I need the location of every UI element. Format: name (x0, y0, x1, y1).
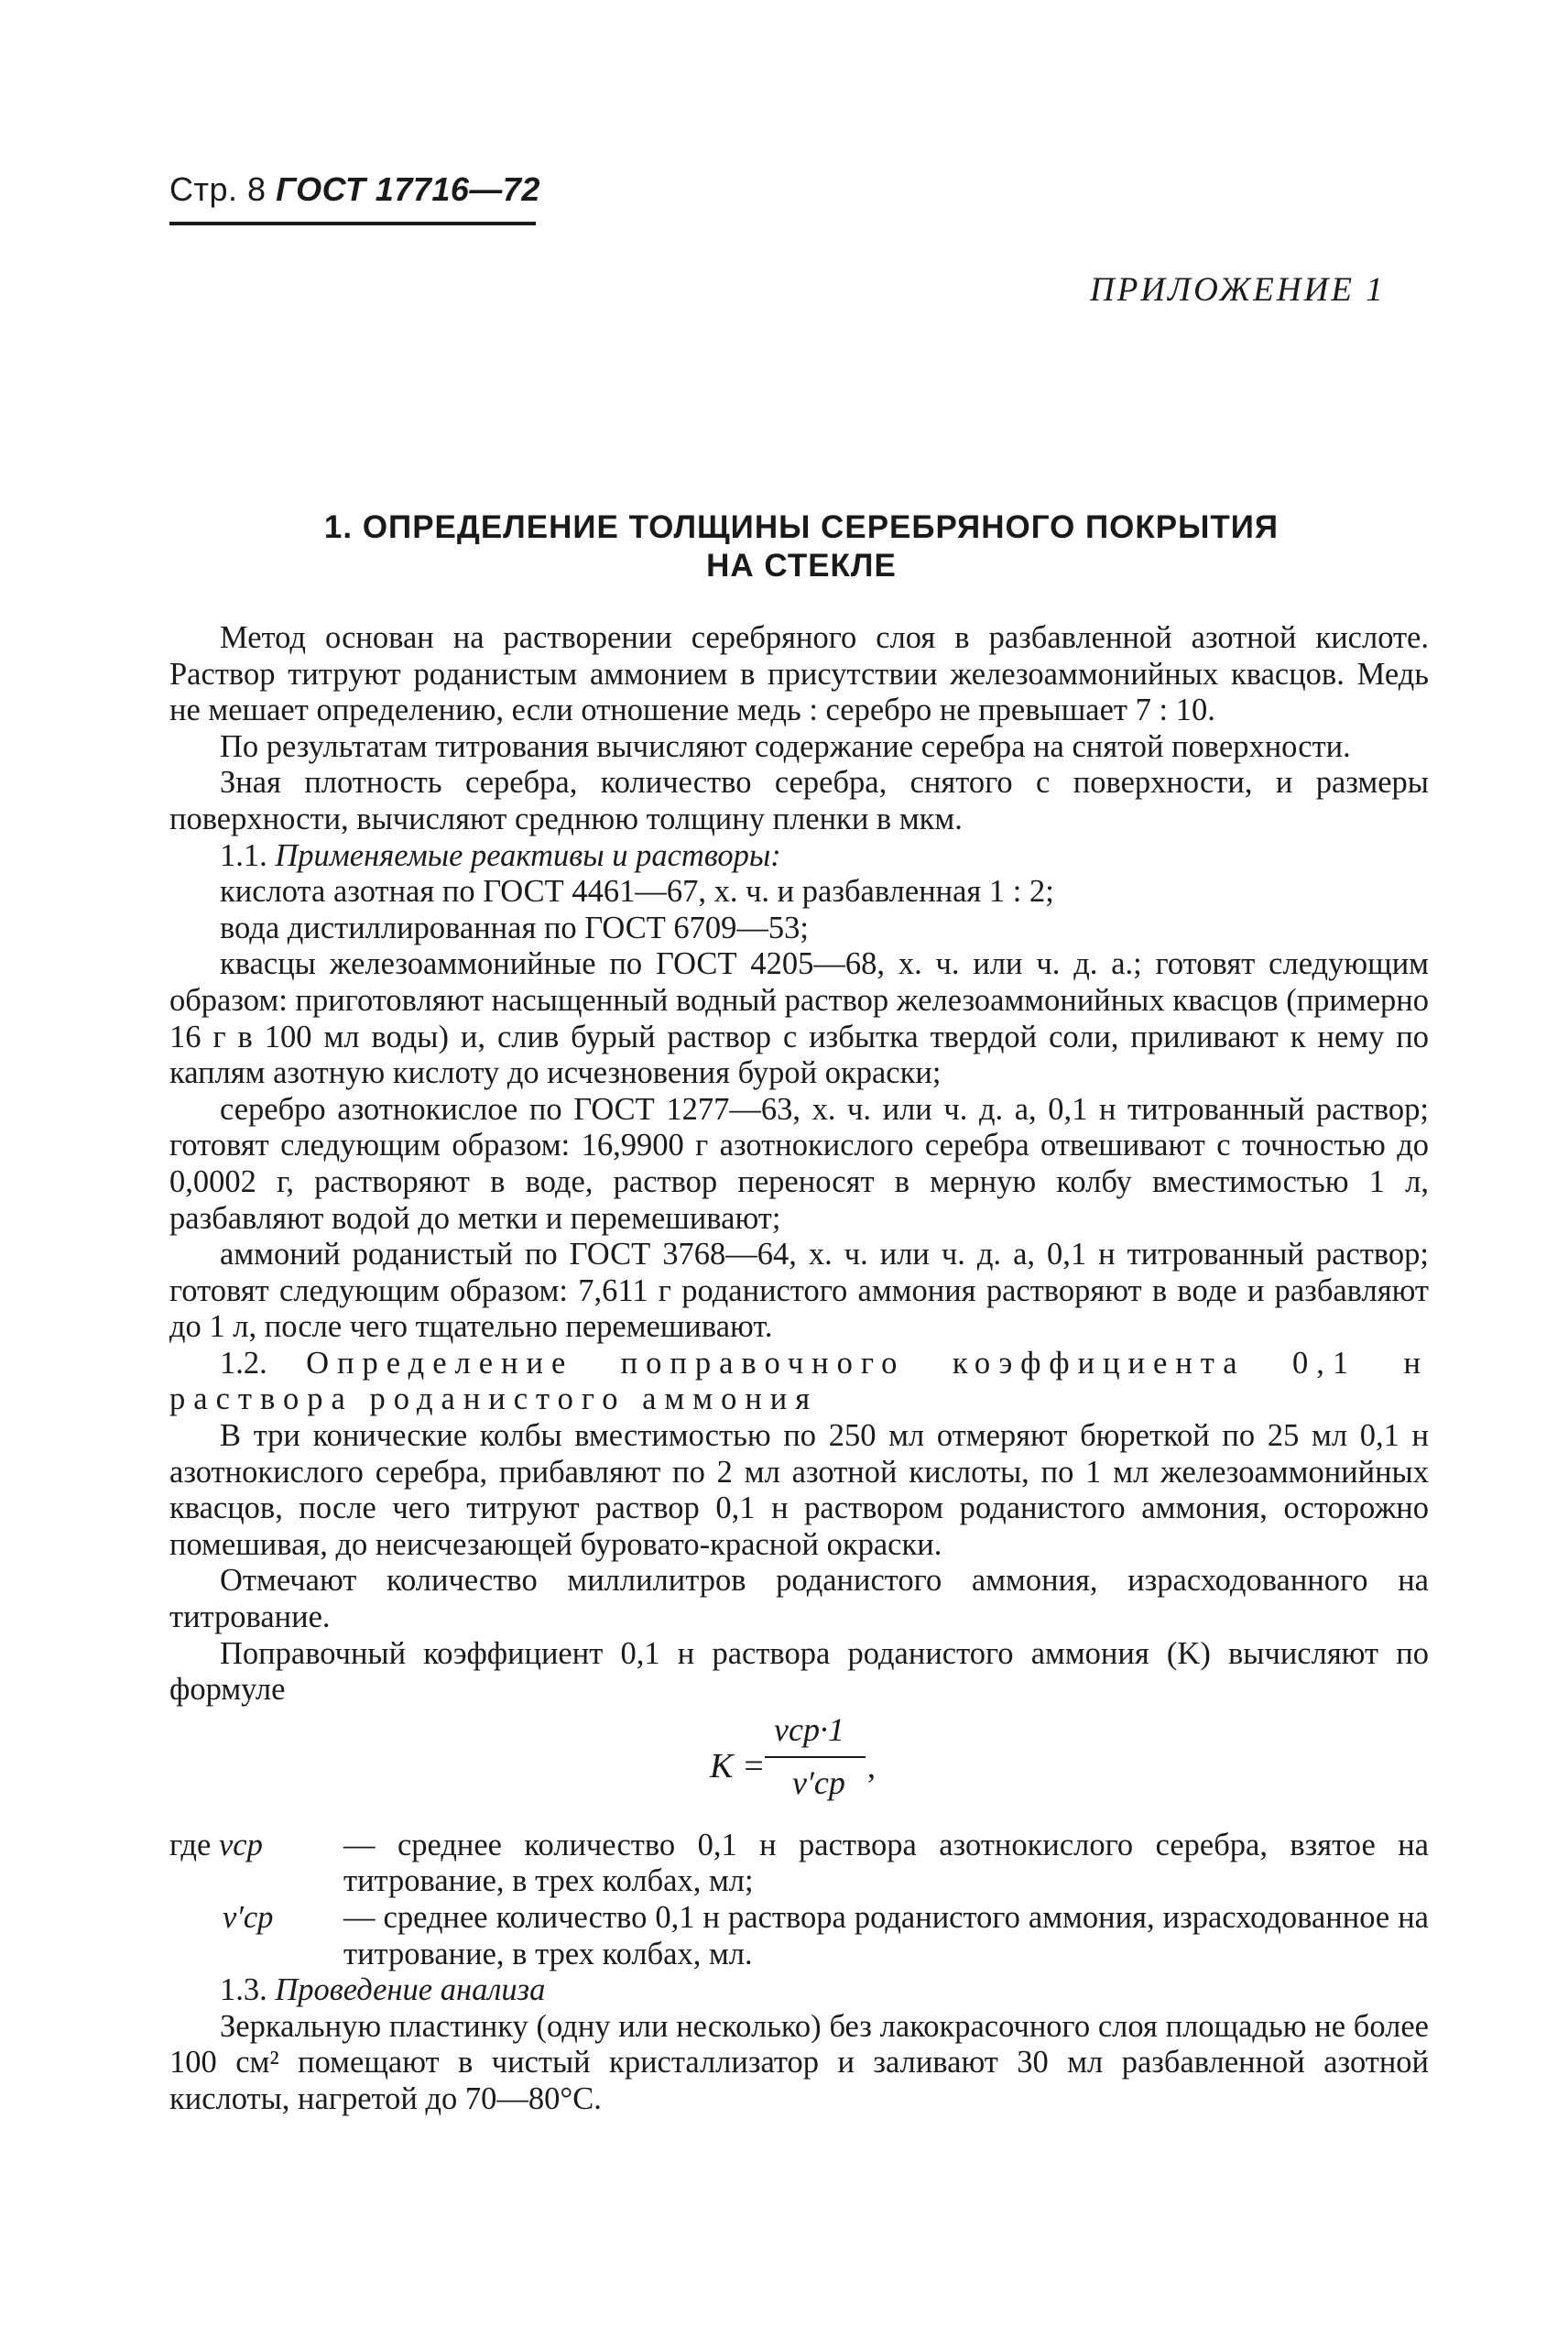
subsection-1-2-title: Определение поправочного коэффициента 0,1 н раствора роданистого аммония (169, 1345, 1429, 1417)
definitions (169, 1828, 1429, 1972)
formula-numerator: vср·1 (774, 1710, 844, 1748)
header-rule (169, 222, 536, 225)
definition-text: — среднее количество 0,1 н раствора роданистого аммония, израсходованное на титрование, в трех колбах, мл. (343, 1900, 1429, 1971)
paragraph-procedure: В три конические колбы вместимостью по 250 мл отмеряют бюреткой по 25 мл 0,1 н азотнокислого серебра, прибавляют по 2 мл азотной кислоты, по 1 мл железоаммонийных квасцов, после чего титруют раствор 0,1 н раствором роданистого аммония, осторожно помешивая, до неисчезающей буровато-красной окраски. (169, 1418, 1429, 1562)
reagent-item: серебро азотнокислое по ГОСТ 1277—63, х. ч. или ч. д. а, 0,1 н титрованный раствор; готовят следующим образом: 16,9900 г азотнокислого серебра отвешивают с точностью до 0,0002 г, растворяют в воде, раствор переносят в мерную колбу вместимостью 1 л, разбавляют водой до метки и перемешивают; (169, 1091, 1429, 1236)
definition-label (169, 1828, 343, 1864)
section-title (169, 508, 1433, 585)
paragraph-results: По результатам титрования вычисляют содержание серебра на снятой поверхности. (220, 728, 1351, 764)
paragraph-record: Отмечают количество миллилитров роданистого аммония, израсходованного на титрование. (169, 1563, 1429, 1635)
paragraph-method: Метод основан на растворении серебряного слоя в разбавленной азотной кислоте. Раствор титруют роданистым аммонием в присутствии железоаммонийных квасцов. Медь не мешает определению, если отношение медь : серебро не превышает 7 : 10. (169, 620, 1429, 728)
document-body (169, 620, 1429, 2118)
subsection-1-3-title: Проведение анализа (275, 1972, 546, 2008)
formula-lhs: K = (710, 1746, 766, 1785)
definition-row (169, 1900, 1429, 1972)
symbol-vcp: vср (218, 1827, 263, 1862)
formula-k (169, 1712, 1429, 1822)
subsection-1-1 (169, 838, 1429, 875)
page-number: Стр. 8 (169, 170, 267, 208)
subsection-1-2 (169, 1346, 1429, 1418)
page-header (169, 170, 540, 209)
paragraph-density: Зная плотность серебра, количество серебра, снятого с поверхности, и размеры поверхности, вычисляют среднюю толщину пленки в мкм. (169, 765, 1429, 836)
fraction-bar (765, 1756, 866, 1758)
reagent-item: вода дистиллированная по ГОСТ 6709—53; (220, 910, 810, 945)
paragraph-coefficient: Поправочный коэффициент 0,1 н раствора роданистого аммония (K) вычисляют по формуле (169, 1635, 1429, 1708)
section-title-line1: 1. ОПРЕДЕЛЕНИЕ ТОЛЩИНЫ СЕРЕБРЯНОГО ПОКРЫТИЯ (323, 509, 1279, 545)
reagent-item: аммоний роданистый по ГОСТ 3768—64, х. ч. или ч. д. а, 0,1 н титрованный раствор; готовят следующим образом: 7,611 г роданистого аммония растворяют в воде и разбавляют до 1 л, после чего тщательно перемешивают. (169, 1237, 1429, 1345)
definition-row (169, 1828, 1429, 1900)
formula-comma: , (867, 1747, 876, 1785)
standard-code: ГОСТ 17716—72 (276, 170, 540, 208)
formula-denominator: v′ср (792, 1764, 845, 1801)
subsection-1-2-number: 1.2. (220, 1345, 267, 1381)
appendix-label: ПРИЛОЖЕНИЕ 1 (1090, 271, 1386, 309)
definition-text: — среднее количество 0,1 н раствора азотнокислого серебра, взятое на титрование, в трех колбах, мл; (343, 1827, 1429, 1899)
subsection-1-1-number: 1.1. (220, 837, 267, 873)
paragraph-analysis: Зеркальную пластинку (одну или несколько) без лакокрасочного слоя площадью не более 100 см² помещают в чистый кристаллизатор и заливают 30 мл разбавленной азотной кислоты, нагретой до 70—80°С. (169, 2008, 1429, 2116)
subsection-1-3-number: 1.3. (220, 1972, 267, 2008)
subsection-1-1-title: Применяемые реактивы и растворы: (275, 837, 781, 873)
reagent-item: кислота азотная по ГОСТ 4461—67, х. ч. и разбавленная 1 : 2; (220, 874, 1054, 910)
section-title-line2: НА СТЕКЛЕ (706, 548, 897, 584)
where-word: где (169, 1827, 212, 1862)
symbol-vcp-prime: v′ср (223, 1900, 274, 1935)
subsection-1-3 (169, 1972, 1429, 2009)
reagent-item: квасцы железоаммонийные по ГОСТ 4205—68, х. ч. или ч. д. а.; готовят следующим образом: приготовляют насыщенный водный раствор железоаммонийных квасцов (примерно 16 г в 100 мл воды) и, слив бурый раствор с избытка твердой соли, приливают к нему по каплям азотную кислоту до исчезновения бурой окраски; (169, 946, 1429, 1091)
